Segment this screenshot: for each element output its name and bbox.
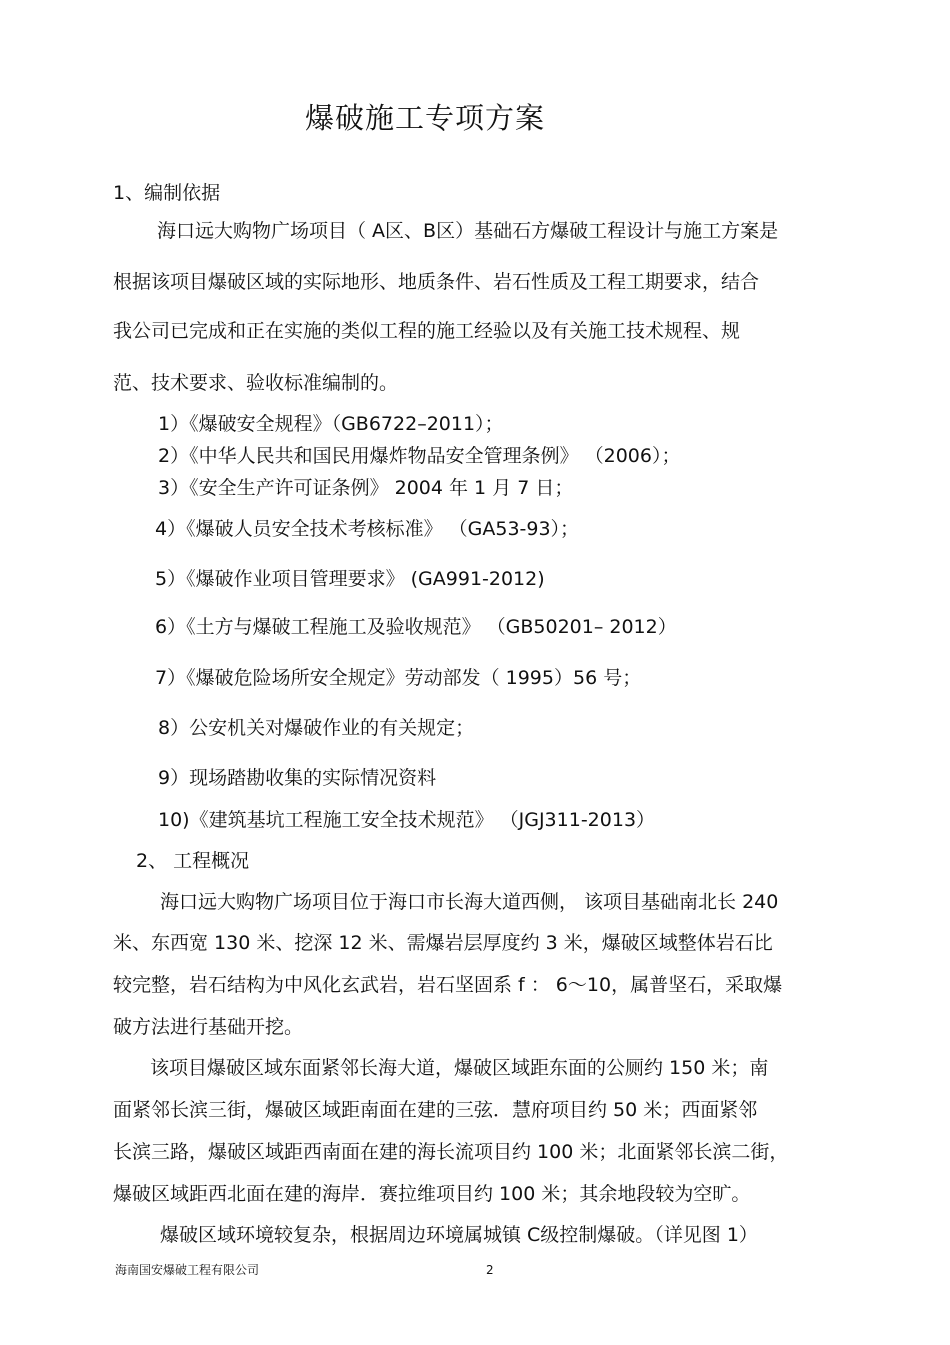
reference-list-item: 7）《爆破危险场所安全规定》劳动部发（ 1995）56 号； bbox=[155, 667, 642, 689]
reference-list-item: 8）公安机关对爆破作业的有关规定； bbox=[158, 717, 475, 739]
section2-paragraph-line: 面紧邻长滨三街，爆破区域距南面在建的三弦．慧府项目约 50 米；西面紧邻 bbox=[113, 1099, 758, 1121]
section1-paragraph-line: 范、技术要求、验收标准编制的。 bbox=[113, 372, 399, 394]
section2-paragraph-line: 米、东西宽 130 米、挖深 12 米、需爆岩层厚度约 3 米，爆破区域整体岩石比 bbox=[113, 932, 773, 954]
section2-paragraph-line: 破方法进行基础开挖。 bbox=[113, 1016, 304, 1038]
section2-paragraph-line: 海口远大购物广场项目位于海口市长海大道西侧， 该项目基础南北长 240 bbox=[160, 891, 779, 913]
section1-paragraph-line: 我公司已完成和正在实施的类似工程的施工经验以及有关施工技术规程、规 bbox=[113, 320, 741, 342]
reference-list-item: 4）《爆破人员安全技术考核标准》 （GA53-93）； bbox=[155, 518, 580, 540]
section2-paragraph-line: 该项目爆破区域东面紧邻长海大道，爆破区域距东面的公厕约 150 米；南 bbox=[150, 1057, 769, 1079]
footer-company: 海南国安爆破工程有限公司 bbox=[115, 1263, 260, 1277]
section2-heading: 2、 工程概况 bbox=[136, 850, 250, 872]
reference-list-item: 6）《土方与爆破工程施工及验收规范》 （GB50201– 2012） bbox=[155, 616, 677, 638]
section1-paragraph-line: 海口远大购物广场项目（ A区、B区）基础石方爆破工程设计与施工方案是 bbox=[157, 220, 779, 242]
section2-paragraph-line: 爆破区域距西北面在建的海岸．赛拉维项目约 100 米；其余地段较为空旷。 bbox=[113, 1183, 751, 1205]
section1-heading: 1、编制依据 bbox=[113, 182, 221, 204]
reference-list-item: 3）《安全生产许可证条例》 2004 年 1 月 7 日； bbox=[158, 477, 574, 499]
section1-paragraph-line: 根据该项目爆破区域的实际地形、地质条件、岩石性质及工程工期要求，结合 bbox=[113, 271, 760, 293]
section2-paragraph-line: 较完整，岩石结构为中风化玄武岩，岩石坚固系 f ： 6～10，属普坚石，采取爆 bbox=[113, 974, 783, 996]
reference-list-item: 2）《中华人民共和国民用爆炸物品安全管理条例》 （2006）； bbox=[158, 445, 681, 467]
section2-paragraph-line: 爆破区域环境较复杂，根据周边环境属城镇 C级控制爆破。（详见图 1） bbox=[160, 1224, 758, 1246]
section2-paragraph-line: 长滨三路，爆破区域距西南面在建的海长流项目约 100 米；北面紧邻长滨二街， bbox=[113, 1141, 789, 1163]
reference-list-item: 10)《建筑基坑工程施工安全技术规范》 （JGJ311-2013） bbox=[158, 809, 656, 831]
reference-list-item: 1）《爆破安全规程》（GB6722–2011）； bbox=[158, 413, 504, 435]
footer-page-number: 2 bbox=[486, 1263, 494, 1277]
document-title: 爆破施工专项方案 bbox=[305, 101, 546, 135]
reference-list-item: 5）《爆破作业项目管理要求》 (GA991-2012) bbox=[155, 568, 545, 590]
reference-list-item: 9）现场踏勘收集的实际情况资料 bbox=[158, 767, 437, 789]
